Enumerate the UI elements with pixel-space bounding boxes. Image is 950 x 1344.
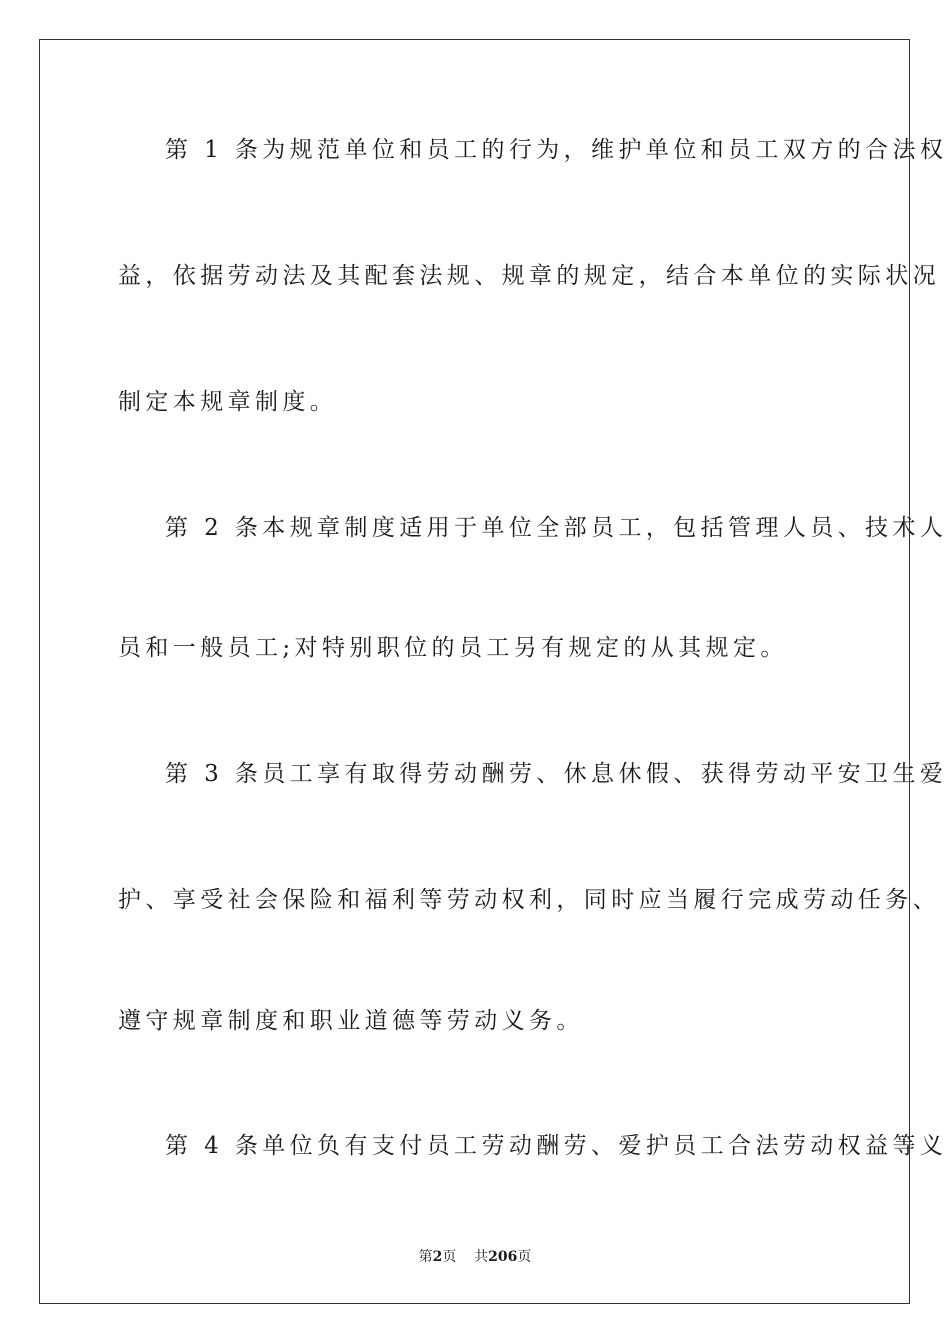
text-line: 第 4 条单位负有支付员工劳动酬劳、爱护员工合法劳动权益等义 <box>165 1133 948 1159</box>
text-line: 制定本规章制度。 <box>118 389 338 415</box>
text-line: 第 1 条为规范单位和员工的行为，维护单位和员工双方的合法权 <box>165 137 948 163</box>
total-prefix: 共 <box>474 1249 489 1265</box>
text-line: 遵守规章制度和职业道德等劳动义务。 <box>118 1008 584 1034</box>
page-border <box>39 39 948 1304</box>
text-line: 护、享受社会保险和福利等劳动权利，同时应当履行完成劳动任务、 <box>118 887 940 913</box>
current-page-number: 2 <box>432 1249 443 1265</box>
page-footer <box>0 1248 950 1266</box>
page-prefix: 第 <box>418 1249 433 1265</box>
total-suffix: 页 <box>517 1249 532 1265</box>
page-suffix: 页 <box>442 1249 457 1265</box>
text-line: 员和一般员工;对特别职位的员工另有规定的从其规定。 <box>118 635 788 661</box>
text-line: 第 3 条员工享有取得劳动酬劳、休息休假、获得劳动平安卫生爱 <box>165 761 948 787</box>
text-line: 益，依据劳动法及其配套法规、规章的规定，结合本单位的实际状况 <box>118 263 940 289</box>
total-pages-number: 206 <box>488 1249 518 1265</box>
text-line: 第 2 条本规章制度适用于单位全部员工，包括管理人员、技术人 <box>165 515 948 541</box>
